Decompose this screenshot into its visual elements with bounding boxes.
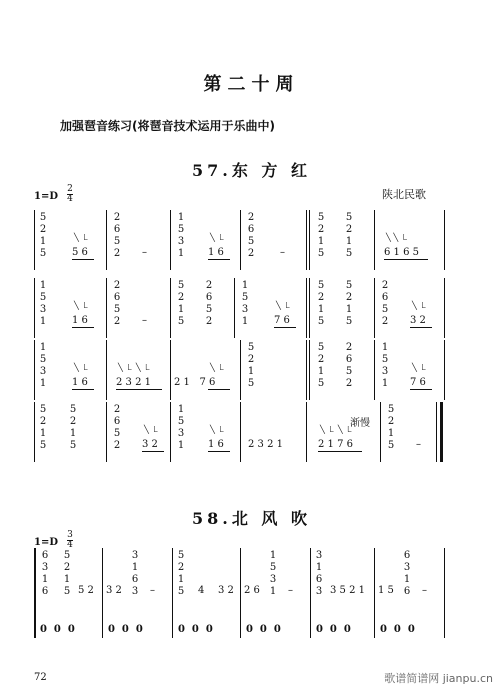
song-58-key-signature xyxy=(34,530,73,550)
site-watermark: 歌谱简谱网 jianpu.cn xyxy=(384,672,493,685)
song-57-origin: 陕北民歌 xyxy=(382,188,426,201)
song-57-key-signature xyxy=(34,184,73,204)
song-57-time-bottom: 4 xyxy=(67,194,73,204)
song-57-time-signature xyxy=(67,185,73,204)
song-58-title: 58.北 风 吹 xyxy=(192,509,311,528)
song-58-time-top: 3 xyxy=(67,530,73,540)
score-row-1: 5 2 1 5 ╲ ㇄ 5 6 2 6 5 2 – 1 5 3 1 ╲ ㇄ 1 6 2 6 5 2 – 5 2 1 5 5 2 1 5 ╲ ╲ ㇄ 6 1 6 5 xyxy=(34,210,446,270)
score-row-4: 5 2 1 5 5 2 1 5 2 6 5 2 ╲ ㇄ 3 2 1 5 3 1 ╲ ㇄ 1 6 2 3 2 1 ╲ ㇄ ╲ ㇄ 2 1 7 6 渐慢 5 2 1 5 – xyxy=(34,402,446,462)
song-58-time-bottom: 4 xyxy=(67,540,73,550)
week-title: 第二十周 xyxy=(203,74,300,95)
tempo-marking: 渐慢 xyxy=(350,418,370,429)
score-row-5: 6 3 1 6 5 2 1 5 5 2 3 2 3 1 6 3 – 5 2 1 5 4 3 2 2 6 1 5 3 1 – 3 1 6 3 3 5 2 1 1 5 6 3 1 6 – 0 0 0 0 0 0 0 0 0 0 0 0 0 0 0 0 0 0 xyxy=(34,548,446,638)
page-number: 72 xyxy=(34,672,47,683)
score-row-2: 1 5 3 1 ╲ ㇄ 1 6 2 6 5 2 – 5 2 1 5 2 6 5 2 1 5 3 1 ╲ ㇄ 7 6 5 2 1 5 5 2 1 5 2 6 5 2 ╲ ㇄ 3 2 xyxy=(34,278,446,338)
song-57-key: 1=D xyxy=(34,191,59,202)
song-57-time-top: 2 xyxy=(67,184,73,194)
song-57-title: 57.东 方 红 xyxy=(192,161,311,180)
score-row-3: 1 5 3 1 ╲ ㇄ 1 6 ╲ ㇄ ╲ ㇄ 2 3 2 1 ╲ ㇄ 2 1 7 6 5 2 1 5 5 2 1 5 2 6 5 2 1 5 3 1 ╲ ㇄ 7 6 xyxy=(34,340,446,400)
practice-instruction: 加强琶音练习(将琶音技术运用于乐曲中) xyxy=(60,119,275,133)
song-58-key: 1=D xyxy=(34,537,59,548)
